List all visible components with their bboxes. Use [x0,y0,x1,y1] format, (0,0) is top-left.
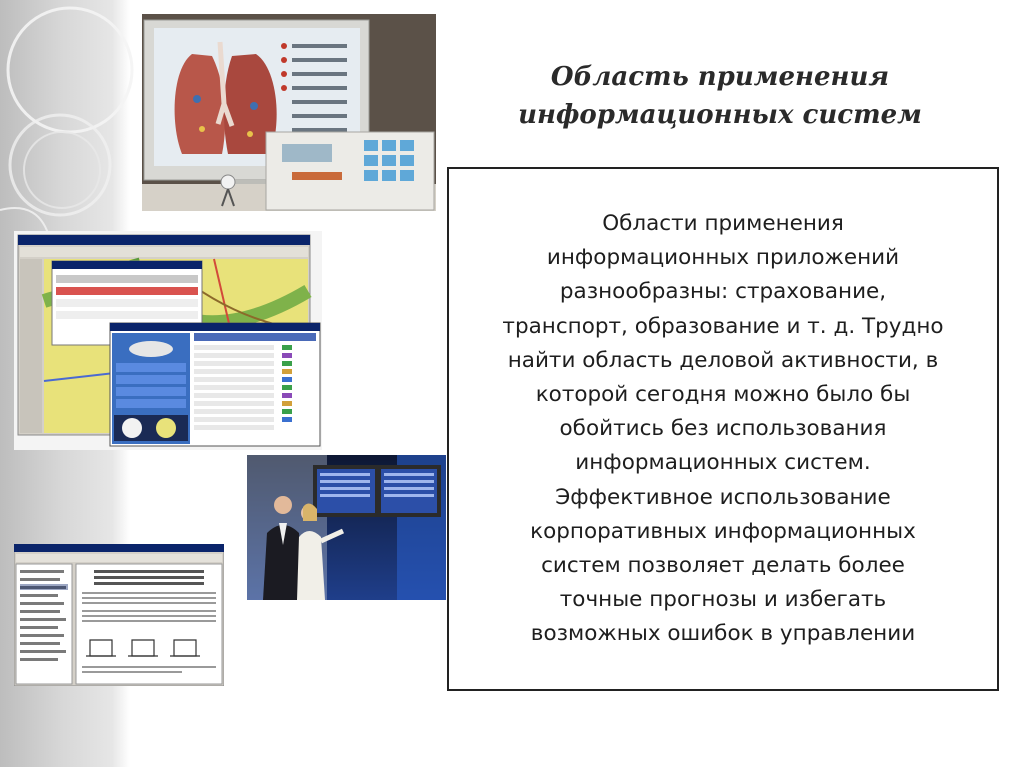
body-text-box [447,167,999,691]
body-line: информационных приложений [546,245,900,271]
body-line: точные прогнозы и избегать [559,587,887,613]
body-line: найти область деловой активности, в [507,347,939,373]
body-line: систем позволяет делать более [541,553,905,579]
document-software-screenshot [14,544,224,686]
airport-departures-photo [247,455,446,600]
body-line: обойтись без использования [559,416,887,442]
body-line: корпоративных информационных [530,518,916,544]
body-line: информационных систем. [575,450,871,476]
body-line: возможных ошибок в управлении [530,621,916,647]
slide-title [470,58,970,134]
slide-title-line2: информационных систем [518,100,922,130]
body-text [449,207,997,652]
body-line: которой сегодня можно было бы [535,382,911,408]
gis-map-screenshot [14,231,322,450]
body-line: Эффективное использование [555,484,891,510]
body-line: разнообразны: страхование, [559,279,887,305]
slide-title-line1: Область применения [550,62,890,92]
body-line: транспорт, образование и т. д. Трудно [502,313,944,339]
body-line: Области применения [602,211,844,236]
medical-monitor-photo [142,14,436,211]
